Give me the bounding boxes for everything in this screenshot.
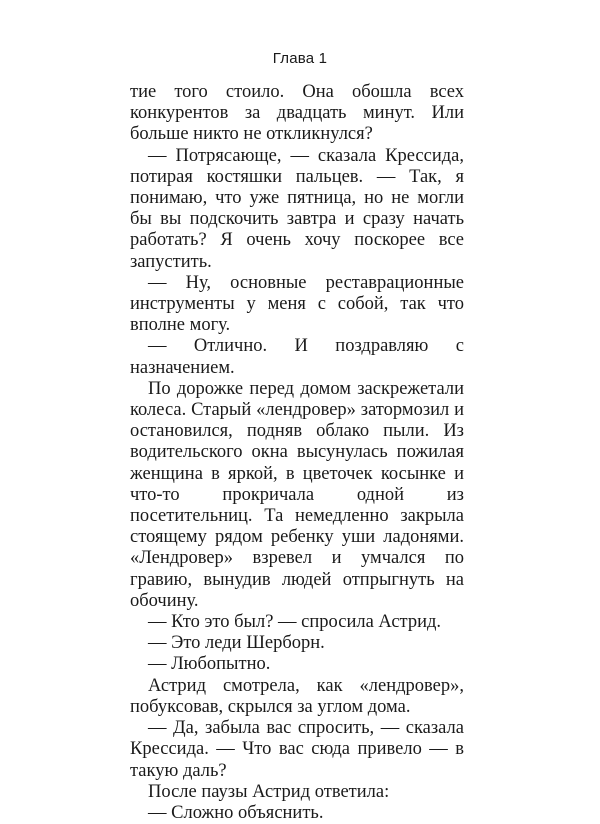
- paragraph: — Это леди Шерборн.: [148, 633, 325, 654]
- paragraph: — Отлично. И поздравляю с назначением.: [130, 336, 464, 378]
- paragraph: По дорожке перед домом заскрежетали колеса. Старый «лендровер» затормозил и остановился, подняв облако пыли. Из водительского окна высунулась пожилая женщина в яркой, в цветочек косынке и что-то прокричала одной из посетительниц. Та немедленно закрыла стоящему рядом ребенку уши ладонями. «Лендровер» взревел и умчался по гравию, вынудив людей отпрыгнуть на обочину.: [130, 378, 464, 611]
- running-head: Глава 1: [272, 50, 328, 67]
- paragraph: тие того стоило. Она обошла всех конкурентов за двадцать минут. Или больше никто не откликнулся?: [130, 82, 464, 145]
- paragraph: — Да, забыла вас спросить, — сказала Крессида. — Что вас сюда привело — в такую даль?: [130, 718, 464, 781]
- paragraph: После паузы Астрид ответила:: [148, 781, 390, 802]
- paragraph: — Сложно объяснить.: [148, 802, 324, 823]
- paragraph: — Ну, основные реставрационные инструменты у меня с собой, так что вполне могу.: [130, 272, 464, 336]
- body-text: [130, 82, 464, 824]
- paragraph: — Кто это был? — спросила Астрид.: [148, 612, 442, 633]
- paragraph: — Любопытно.: [148, 654, 271, 675]
- paragraph: Астрид смотрела, как «лендровер», побуксовав, скрылся за углом дома.: [130, 675, 464, 717]
- paragraph: — Потрясающе, — сказала Крессида, потирая костяшки пальцев. — Так, я понимаю, что уже пятница, но не могли бы вы подскочить завтра и сразу начать работать? Я очень хочу поскорее все запустить.: [130, 145, 464, 272]
